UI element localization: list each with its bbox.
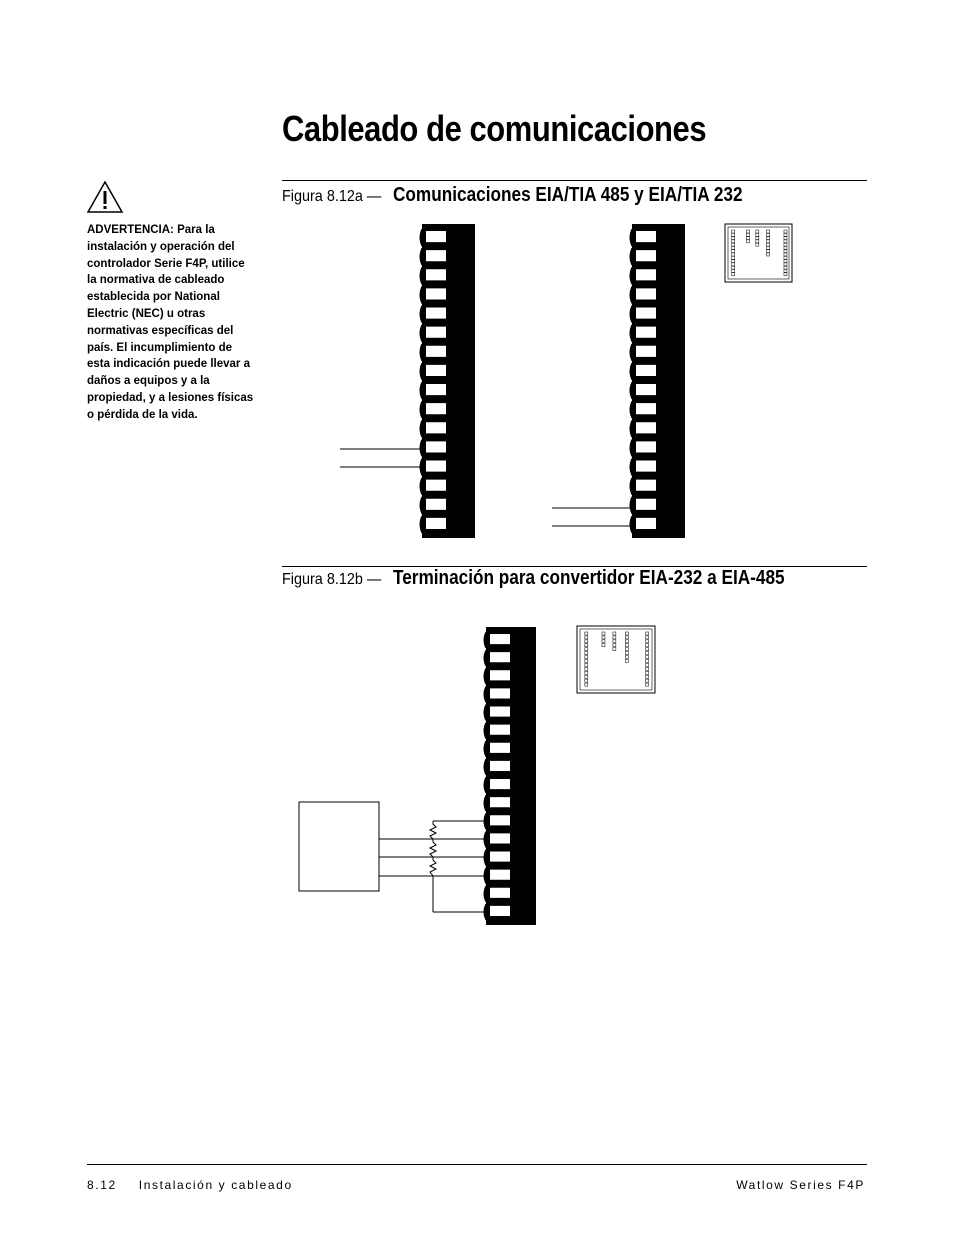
- terminal-notch: [484, 723, 486, 739]
- footer-section: Instalación y cableado: [138, 1178, 293, 1192]
- figure-a-title: Comunicaciones EIA/TIA 485 y EIA/TIA 232: [392, 184, 743, 206]
- terminal-screw: [490, 779, 510, 789]
- terminal-screw: [490, 743, 510, 753]
- footer-left: [87, 1178, 315, 1192]
- warning-text: ADVERTENCIA: Para la instalación y operación del controlador Serie F4P, utilice la normativa de cableado establecida por National Electric (NEC) u otras normativas específicas del país. El incumplimiento de esta indicación puede llevar a daños a equipos y a la propiedad, y a lesiones físicas o pérdida de la vida.: [87, 224, 254, 421]
- terminal-notch: [484, 686, 486, 702]
- terminal-screw: [490, 815, 510, 825]
- footer-product: Watlow Series F4P: [736, 1178, 865, 1192]
- terminal-notch: [484, 795, 486, 811]
- controller-backplate-b: [577, 626, 655, 693]
- page-title: Cableado de comunicaciones: [282, 108, 707, 149]
- terminal-notch: [484, 777, 486, 793]
- converter-box: [299, 802, 379, 891]
- terminal-notch: [484, 668, 486, 684]
- footer-page-number: 8.12: [87, 1178, 117, 1192]
- terminal-screw: [490, 852, 510, 862]
- terminal-screw: [490, 870, 510, 880]
- figure-b-title: Terminación para convertidor EIA-232 a EIA-485: [392, 567, 785, 589]
- footer-rule: [87, 1164, 867, 1165]
- terminal-screw: [490, 707, 510, 717]
- terminal-screw: [490, 797, 510, 807]
- terminal-screw: [490, 888, 510, 898]
- terminal-screw: [490, 906, 510, 916]
- resistor-network: [430, 821, 436, 912]
- terminal-notch: [484, 632, 486, 648]
- terminal-strip-b: [484, 627, 536, 925]
- terminal-screw: [490, 833, 510, 843]
- figure-a-lead: Figura 8.12a —: [282, 188, 382, 205]
- terminal-screw: [490, 725, 510, 735]
- terminal-notch: [484, 650, 486, 666]
- terminal-notch: [484, 741, 486, 757]
- figure-b-lead: Figura 8.12b —: [282, 571, 382, 588]
- terminal-screw: [490, 652, 510, 662]
- terminal-notch: [484, 886, 486, 902]
- terminal-screw: [490, 761, 510, 771]
- terminal-screw: [490, 634, 510, 644]
- terminal-notch: [484, 705, 486, 721]
- terminal-notch: [484, 850, 486, 866]
- terminal-notch: [484, 759, 486, 775]
- terminal-screw: [490, 670, 510, 680]
- terminal-screw: [490, 688, 510, 698]
